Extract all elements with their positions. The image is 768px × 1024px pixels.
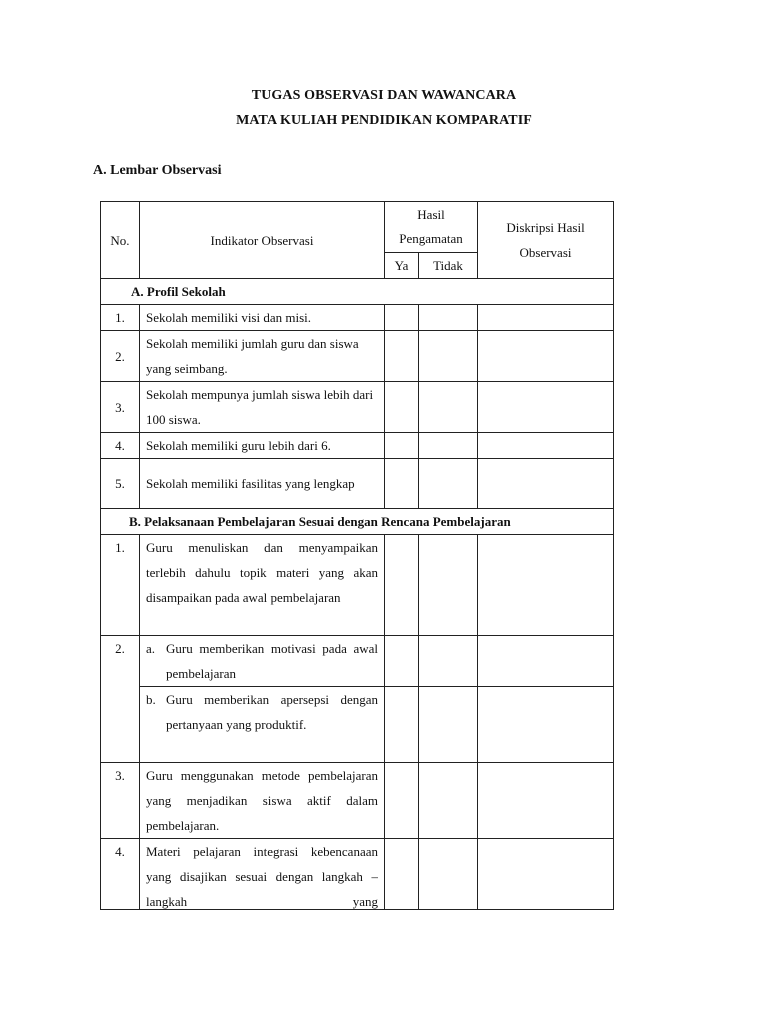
row-indicator-sub-a [140,636,385,687]
table-row [101,331,614,382]
row-no: 5. [101,459,140,509]
header-no: No. [101,202,140,279]
row-indicator: Sekolah memiliki fasilitas yang lengkap [140,459,385,509]
sub-item-letter: b. [146,692,156,707]
cell-description [478,535,614,636]
cell-description [478,687,614,763]
cell-description [478,382,614,433]
header-description: Diskripsi Hasil Observasi [478,202,614,279]
cell-no-answer [419,535,478,636]
group-title-b: B. Pelaksanaan Pembelajaran Sesuai dengan Rencana Pembelajaran [101,509,614,535]
row-indicator: Sekolah memiliki jumlah guru dan siswa yang seimbang. [140,331,385,382]
sub-item-letter: a. [146,641,156,656]
table-row [101,305,614,331]
document-title-line2: MATA KULIAH PENDIDIKAN KOMPARATIF [236,113,532,128]
sub-item-text: Guru memberikan motivasi pada awal pembelajaran [166,641,378,681]
cell-no-answer [419,433,478,459]
group-title-a: A. Profil Sekolah [101,279,614,305]
table-row [101,433,614,459]
cell-description [478,459,614,509]
table-row [101,687,614,763]
cell-yes [385,535,419,636]
row-no: 2. [101,636,140,763]
cell-no-answer [419,305,478,331]
row-no: 3. [101,382,140,433]
table-row [101,636,614,687]
cell-yes [385,433,419,459]
cell-no-answer [419,763,478,839]
row-indicator: Guru menuliskan dan menyampaikan terlebih dahulu topik materi yang akan disampaikan pada awal pembelajaran [140,535,385,636]
table-row [101,459,614,509]
row-no: 3. [101,763,140,839]
table-row [101,839,614,910]
group-row-b [101,509,614,535]
cell-no-answer [419,636,478,687]
cell-description [478,433,614,459]
document-title-line1: TUGAS OBSERVASI DAN WAWANCARA [251,88,517,103]
row-indicator: Guru menggunakan metode pembelajaran yang menjadikan siswa aktif dalam pembelajaran. [140,763,385,839]
observation-table [100,201,614,910]
group-row-a [101,279,614,305]
row-no: 2. [101,331,140,382]
cell-yes [385,763,419,839]
header-no-answer: Tidak [419,253,478,279]
row-indicator: Sekolah mempunya jumlah siswa lebih dari 100 siswa. [140,382,385,433]
row-no: 1. [101,305,140,331]
cell-yes [385,331,419,382]
cell-yes [385,839,419,910]
cell-yes [385,459,419,509]
row-indicator: Sekolah memiliki guru lebih dari 6. [140,433,385,459]
cell-yes [385,636,419,687]
row-no: 1. [101,535,140,636]
header-result-line2: Pengamatan [399,231,463,246]
cell-description [478,305,614,331]
row-indicator-sub-b [140,687,385,763]
row-indicator: Sekolah memiliki visi dan misi. [140,305,385,331]
table-row [101,763,614,839]
cell-yes [385,382,419,433]
row-indicator-text: Materi pelajaran integrasi kebencanaan yang disajikan sesuai dengan langkah – langkah yang [146,844,378,909]
row-no: 4. [101,839,140,910]
cell-yes [385,687,419,763]
sub-item-text: Guru memberikan apersepsi dengan pertanyaan yang produktif. [166,692,378,732]
table-row [101,382,614,433]
cell-no-answer [419,331,478,382]
header-result [385,202,478,253]
cell-description [478,636,614,687]
header-indicator: Indikator Observasi [140,202,385,279]
table-header-row [101,202,614,253]
cell-description [478,839,614,910]
cell-yes [385,305,419,331]
cell-no-answer [419,839,478,910]
cell-description [478,763,614,839]
cell-no-answer [419,687,478,763]
row-no: 4. [101,433,140,459]
cell-no-answer [419,382,478,433]
row-indicator [140,839,385,910]
cell-description [478,331,614,382]
header-result-line1: Hasil [417,207,445,222]
table-row [101,535,614,636]
cell-no-answer [419,459,478,509]
header-yes: Ya [385,253,419,279]
section-title: A. Lembar Observasi [93,163,222,178]
